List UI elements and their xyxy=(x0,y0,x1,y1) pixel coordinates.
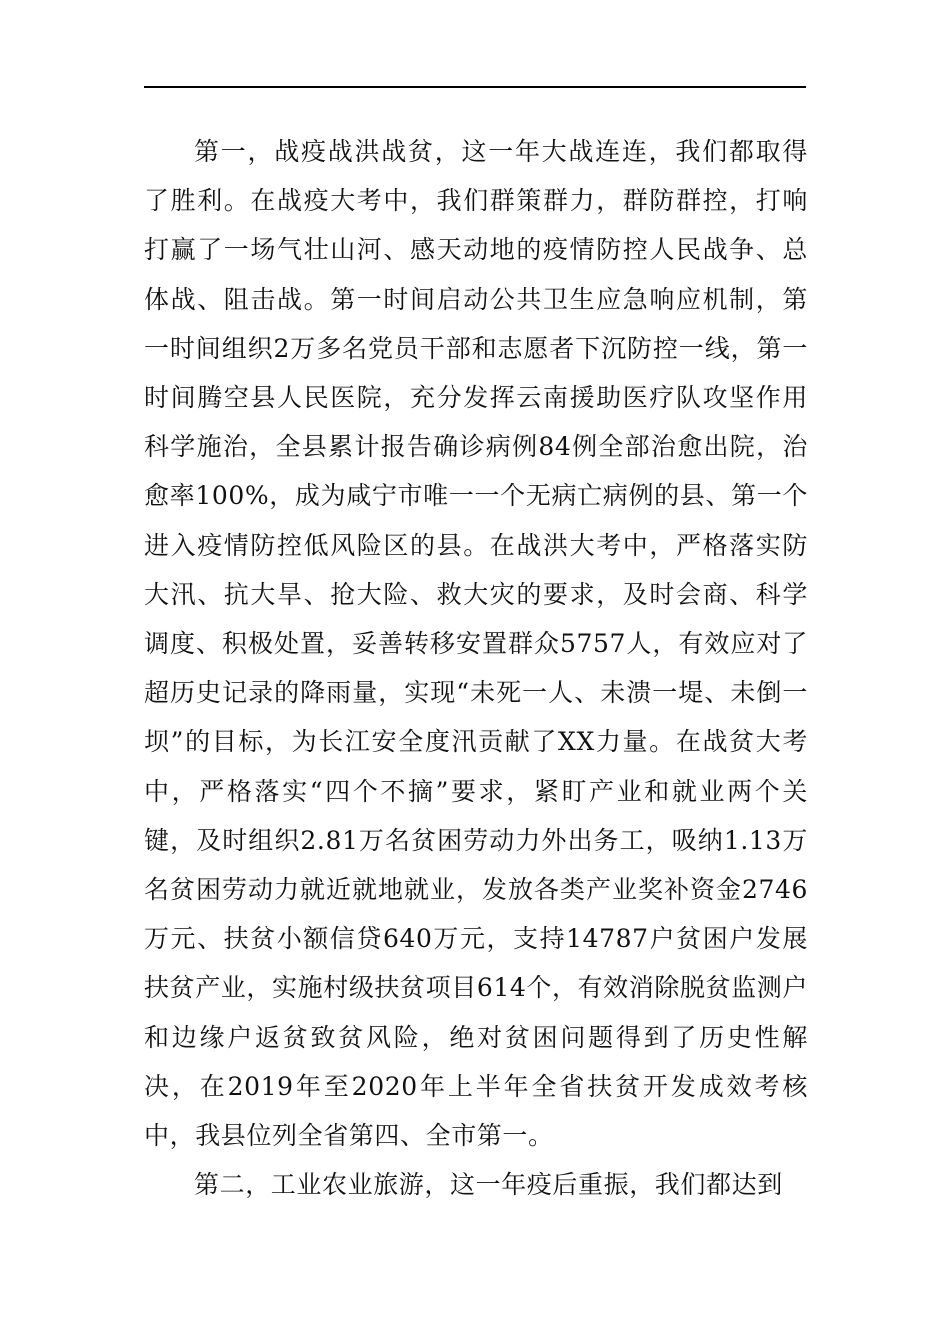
document-body xyxy=(144,127,808,1209)
paragraph-2: 第二，工业农业旅游，这一年疫后重振，我们都达到 xyxy=(194,1170,783,1200)
header-rule xyxy=(144,86,806,88)
paragraph-1: 第一，战疫战洪战贫，这一年大战连连，我们都取得了胜利。在战疫大考中，我们群策群力，群防群控，打响打赢了一场气壮山河、感天动地的疫情防控人民战争、总体战、阻击战。第一时间启动公共卫生应急响应机制，第一时间组织2万多名党员干部和志愿者下沉防控一线，第一时间腾空县人民医院，充分发挥云南援助医疗队攻坚作用科学施治，全县累计报告确诊病例84例全部治愈出院，治愈率100%，成为咸宁市唯一一个无病亡病例的县、第一个进入疫情防控低风险区的县。在战洪大考中，严格落实防大汛、抗大旱、抢大险、救大灾的要求，及时会商、科学调度、积极处置，妥善转移安置群众5757人，有效应对了超历史记录的降雨量，实现“未死一人、未溃一堤、未倒一坝”的目标，为长江安全度汛贡献了XX力量。在战贫大考中，严格落实“四个不摘”要求，紧盯产业和就业两个关键，及时组织2.81万名贫困劳动力外出务工，吸纳1.13万名贫困劳动力就近就地就业，发放各类产业奖补资金2746万元、扶贫小额信贷640万元，支持14787户贫困户发展扶贫产业，实施村级扶贫项目614个，有效消除脱贫监测户和边缘户返贫致贫风险，绝对贫困问题得到了历史性解决，在2019年至2020年上半年全省扶贫开发成效考核中，我县位列全省第四、全市第一。 xyxy=(144,137,808,1151)
